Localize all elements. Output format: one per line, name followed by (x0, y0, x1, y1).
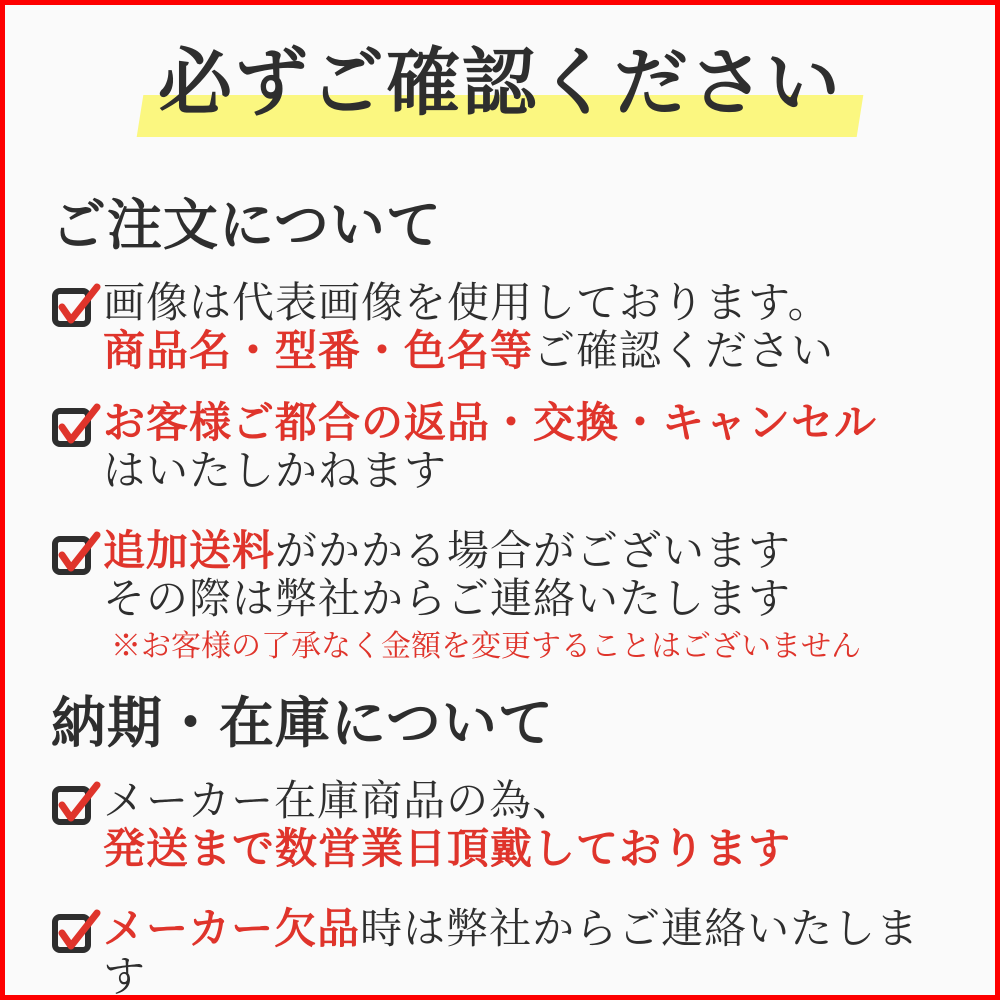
item-text: はいたしかねます (103, 446, 448, 495)
item-text-emphasis: 発送まで数営業日頂戴しております (103, 824, 792, 873)
item-text: ご確認ください (533, 326, 835, 375)
checkbox-checked-icon (51, 777, 101, 827)
section-heading-delivery: 納期・在庫について (51, 690, 554, 755)
checkbox-checked-icon (51, 279, 101, 329)
item-text-emphasis: お客様ご都合の返品・交換・キャンセル (103, 398, 878, 447)
notice-item-representative-image (51, 279, 951, 375)
page-title: 必ずご確認ください (158, 40, 842, 126)
item-lines (103, 527, 951, 665)
title-banner (5, 41, 995, 145)
notice-item-maker-stock (51, 777, 951, 873)
notice-item-extra-shipping (51, 527, 951, 665)
checkbox-checked-icon (51, 905, 101, 955)
checkbox-checked-icon (51, 527, 101, 577)
item-text: メーカー在庫商品の為、 (103, 776, 576, 825)
item-lines (103, 279, 951, 375)
item-text-emphasis: 商品名・型番・色名等 (103, 326, 534, 375)
notice-content (5, 192, 995, 1000)
section-heading-order: ご注文について (51, 192, 442, 257)
item-footnote: ※お客様の了承なく金額を変更することはございません (111, 629, 861, 664)
item-lines (103, 777, 951, 873)
notice-item-returns (51, 399, 951, 495)
item-text-emphasis: メーカー欠品 (103, 904, 361, 953)
item-lines (103, 399, 951, 495)
item-text: その際は弊社からご連絡いたします (103, 574, 792, 623)
item-lines (103, 905, 951, 1000)
item-text: 時は弊社からご連絡いたします (103, 904, 920, 1000)
notice-item-maker-shortage (51, 905, 951, 1000)
checkbox-checked-icon (51, 399, 101, 449)
item-text: 画像は代表画像を使用しております。 (103, 278, 831, 327)
item-text-emphasis: 追加送料 (103, 526, 276, 575)
item-text: がかかる場合がございます (275, 526, 792, 575)
